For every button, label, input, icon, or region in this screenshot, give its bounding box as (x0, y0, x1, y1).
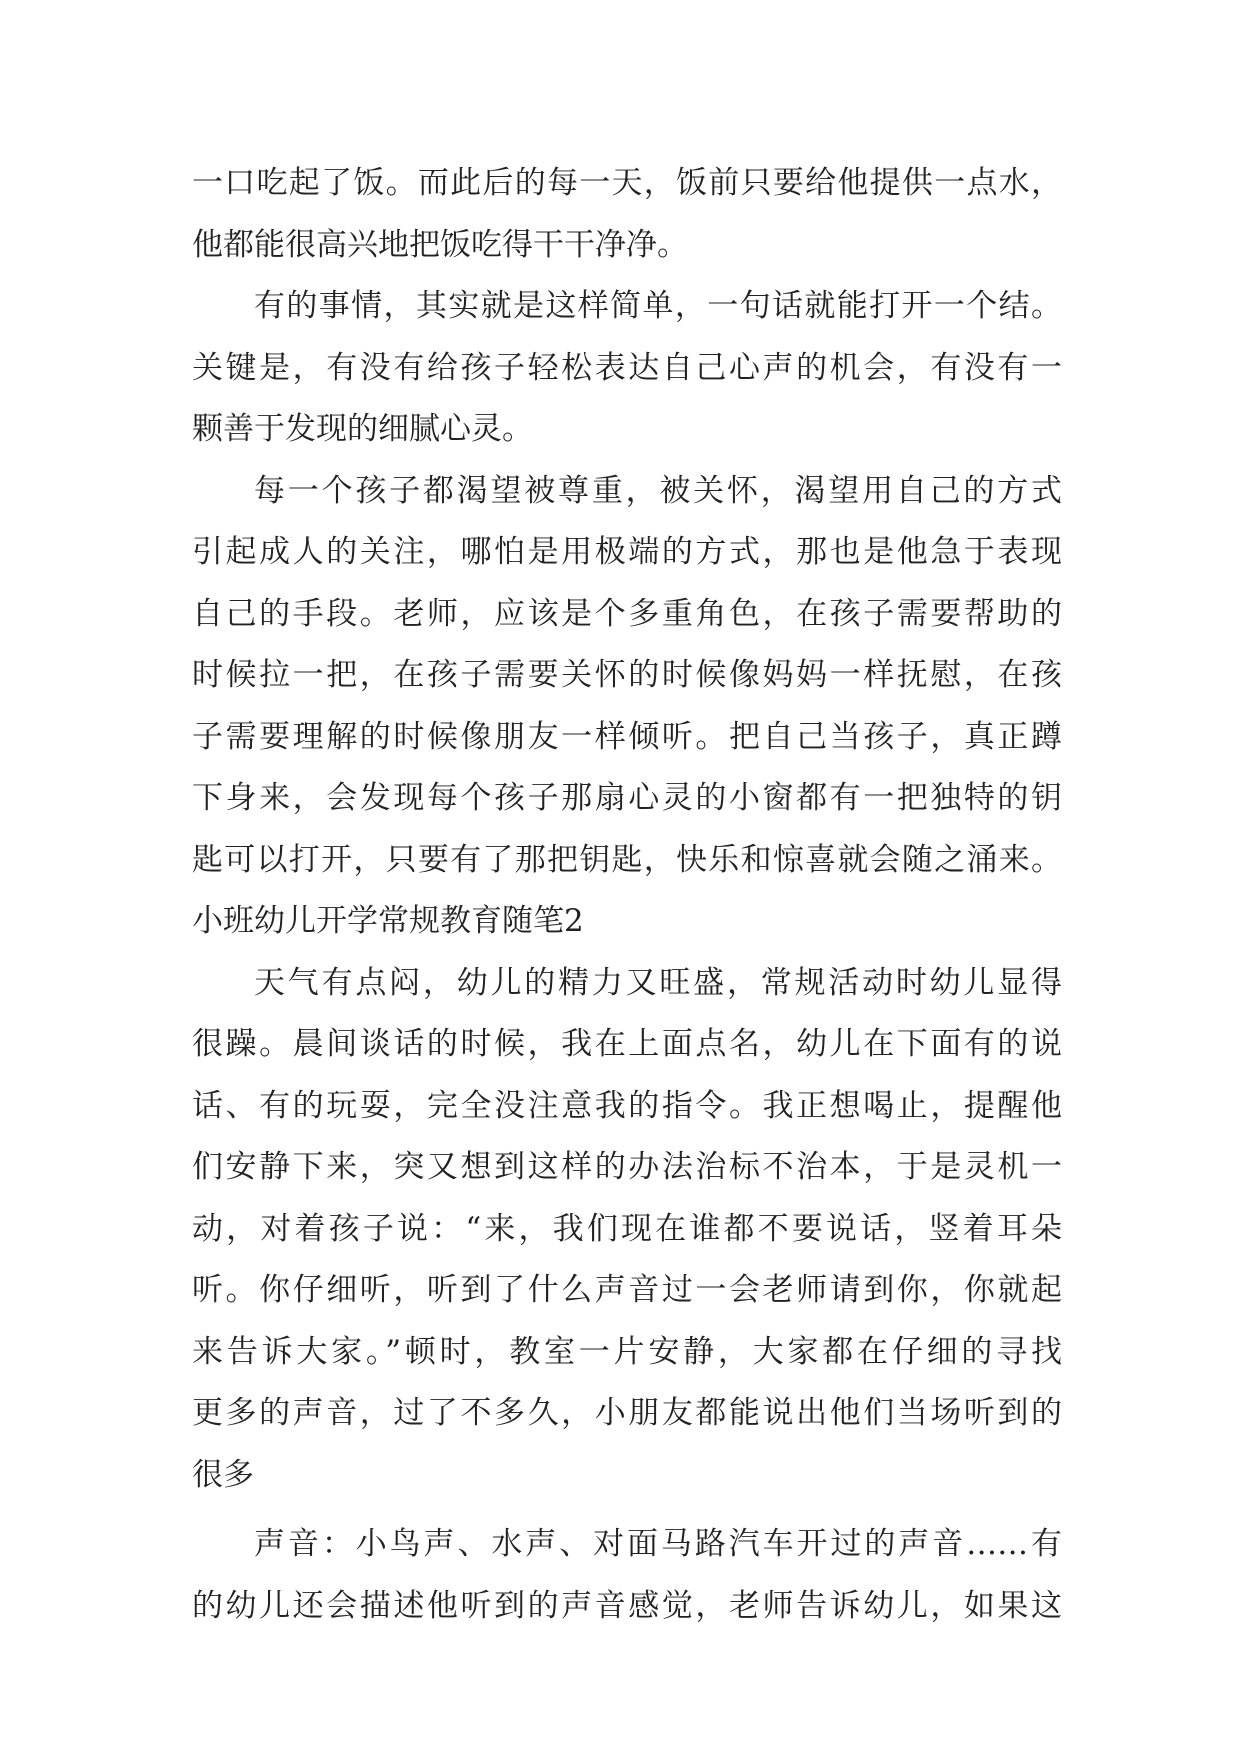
text-line: 很多 (192, 1456, 254, 1493)
section-heading: 小班幼儿开学常规教育随笔2 (192, 903, 584, 939)
paragraph-start-line: 天气有点闷，幼儿的精力又旺盛，常规活动时幼儿显得 (254, 964, 1062, 1001)
paragraph-start-line: 每一个孩子都渴望被尊重，被关怀，渴望用自己的方式 (254, 472, 1062, 509)
text-line: 他都能很高兴地把饭吃得干干净净。 (192, 226, 688, 263)
text-line: 子需要理解的时候像朋友一样倾听。把自己当孩子，真正蹲 (192, 718, 1062, 755)
text-line: 匙可以打开，只要有了那把钥匙，快乐和惊喜就会随之涌来。 (192, 841, 1062, 878)
paragraph-start-line: 有的事情，其实就是这样简单，一句话就能打开一个结。 (254, 288, 1062, 324)
text-line: 一口吃起了饭。而此后的每一天，饭前只要给他提供一点水， (192, 165, 1062, 201)
text-line: 关键是，有没有给孩子轻松表达自己心声的机会，有没有一 (192, 349, 1062, 386)
document-body (192, 153, 1062, 1637)
text-line: 引起成人的关注，哪怕是用极端的方式，那也是他急于表现 (192, 534, 1062, 570)
text-line: 来告诉大家。”顿时，教室一片安静，大家都在仔细的寻找 (192, 1333, 1062, 1370)
text-line: 自己的手段。老师，应该是个多重角色，在孩子需要帮助的 (192, 595, 1062, 632)
text-line: 听。你仔细听，听到了什么声音过一会老师请到你，你就起 (192, 1272, 1062, 1308)
text-line: 的幼儿还会描述他听到的声音感觉，老师告诉幼儿，如果这 (192, 1587, 1062, 1624)
paragraph-gap (192, 1506, 1062, 1514)
text-line: 时候拉一把，在孩子需要关怀的时候像妈妈一样抚慰，在孩 (192, 657, 1062, 693)
text-line: 很躁。晨间谈话的时候，我在上面点名，幼儿在下面有的说 (192, 1026, 1062, 1062)
paragraph-start-line: 声音：小鸟声、水声、对面马路汽车开过的声音……有 (254, 1526, 1062, 1562)
text-line: 话、有的玩耍，完全没注意我的指令。我正想喝止，提醒他 (192, 1087, 1062, 1124)
text-line: 更多的声音，过了不多久，小朋友都能说出他们当场听到的 (192, 1395, 1062, 1431)
text-line: 颗善于发现的细腻心灵。 (192, 411, 533, 447)
text-line: 下身来，会发现每个孩子那扇心灵的小窗都有一把独特的钥 (192, 780, 1062, 816)
text-line: 们安静下来，突又想到这样的办法治标不治本，于是灵机一 (192, 1149, 1062, 1185)
text-line: 动，对着孩子说：“来，我们现在谁都不要说话，竖着耳朵 (192, 1210, 1062, 1247)
